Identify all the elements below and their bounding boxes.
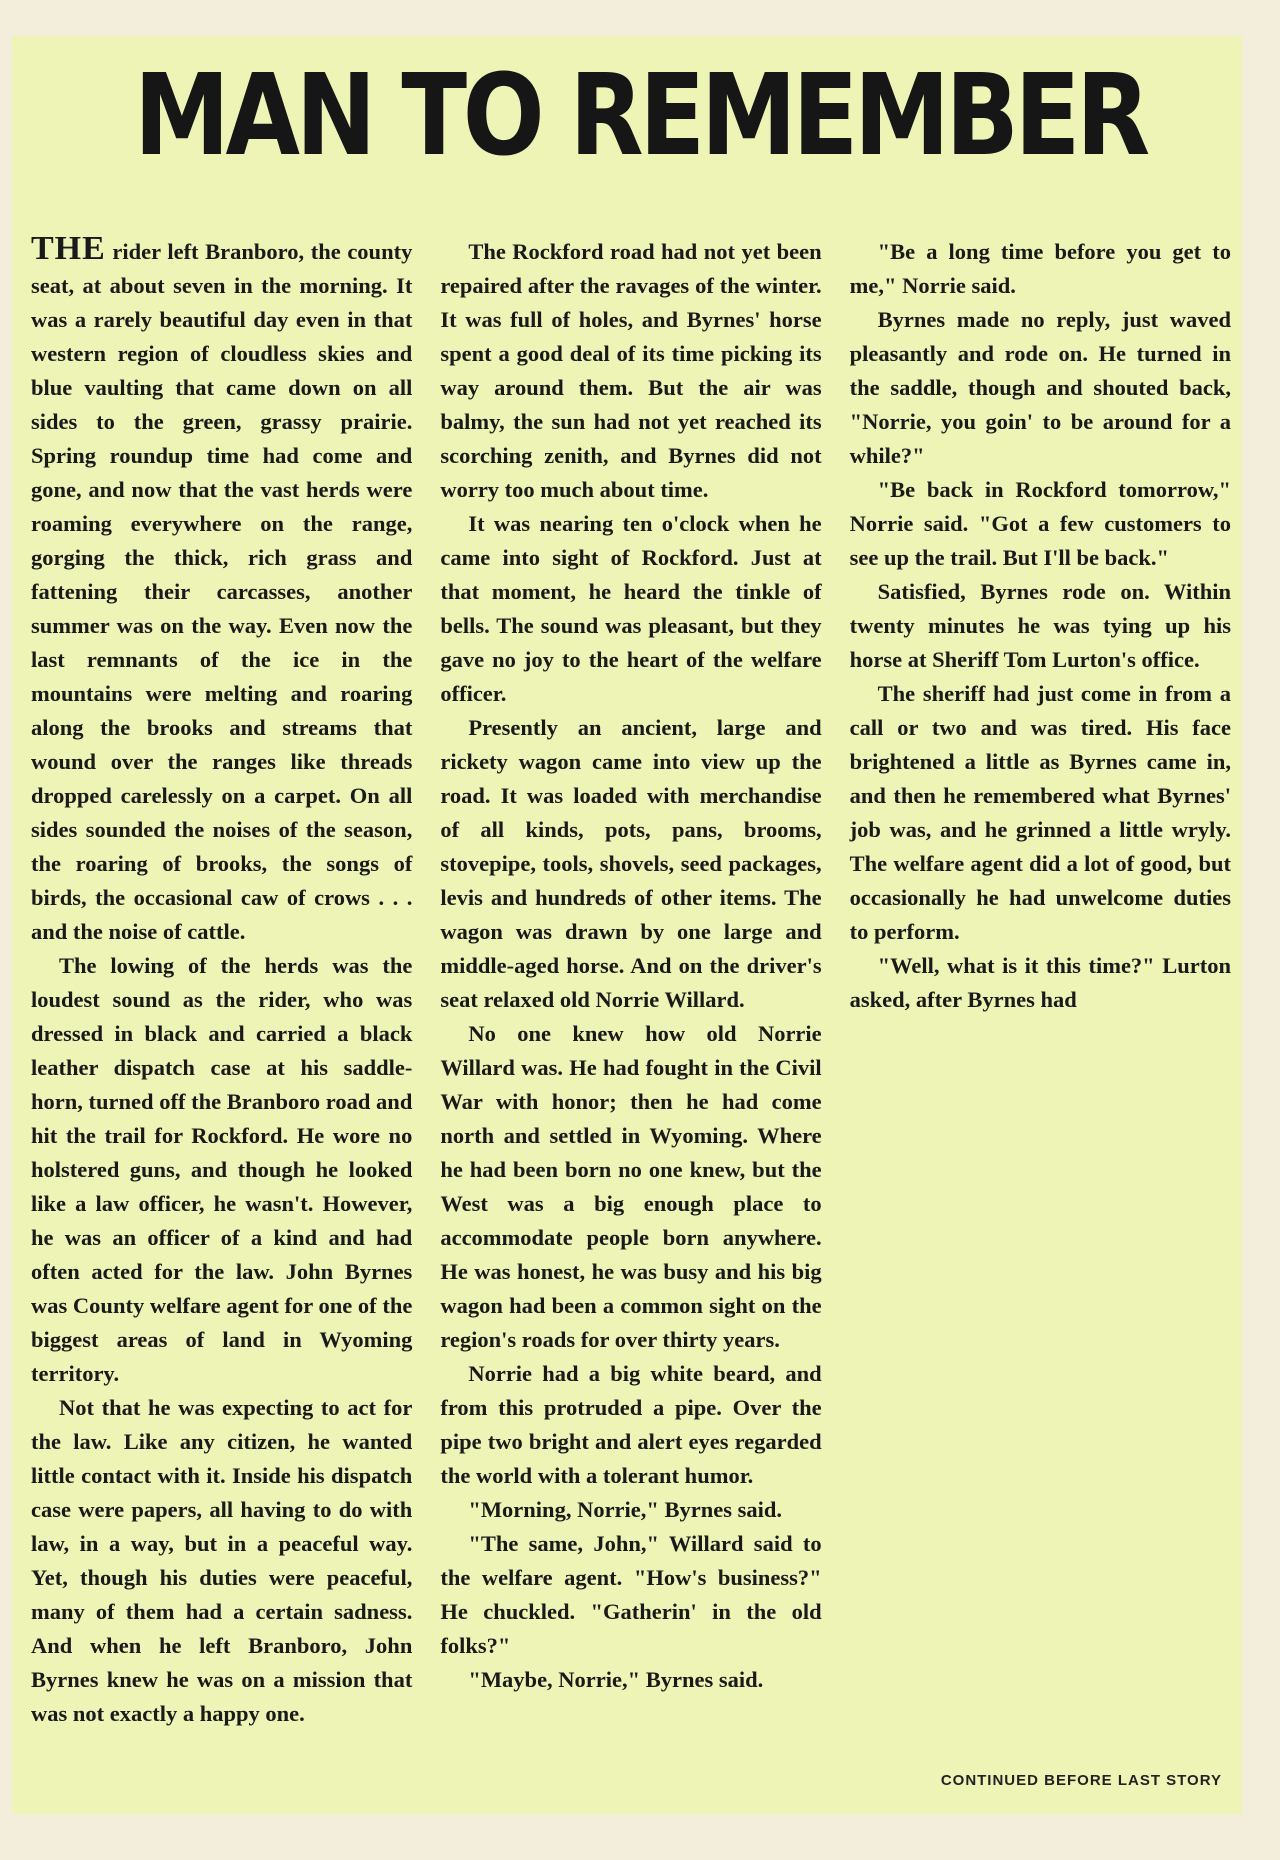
- story-body: [31, 230, 1231, 1760]
- continued-note: CONTINUED BEFORE LAST STORY: [940, 1772, 1222, 1789]
- story-paragraph: It was nearing ten o'clock when he came into sight of Rockford. Just at that moment, he heard the tinkle of bells. The sound was pleasant, but they gave no joy to the heart of the welfare officer.: [440, 511, 822, 706]
- story-paragraph: "Be back in Rockford tomorrow," Norrie said. "Got a few customers to see up the trail. But I'll be back.": [849, 477, 1231, 570]
- story-paragraph: Norrie had a big white beard, and from this protruded a pipe. Over the pipe two bright and alert eyes regarded the world with a tolerant humor.: [440, 1361, 822, 1488]
- story-paragraph: The sheriff had just come in from a call or two and was tired. His face brightened a little as Byrnes came in, and then he remembered what Byrnes' job was, and he grinned a little wryly. The welfare agent did a lot of good, but occasionally he had unwelcome duties to perform.: [849, 681, 1231, 944]
- story-paragraph: Byrnes made no reply, just waved pleasantly and rode on. He turned in the saddle, though and shouted back, "Norrie, you goin' to be around for a while?": [849, 307, 1231, 468]
- story-paragraph: "Morning, Norrie," Byrnes said.: [468, 1497, 783, 1522]
- story-paragraph: The lowing of the herds was the loudest sound as the rider, who was dressed in black and carried a black leather dispatch case at his saddle-horn, turned off the Branboro road and hit the trail for Rockford. He wore no holstered guns, and though he looked like a law officer, he wasn't. However, he was an officer of a kind and had often acted for the law. John Byrnes was County welfare agent for one of the biggest areas of land in Wyoming territory.: [31, 953, 413, 1386]
- story-paragraph: Presently an ancient, large and rickety wagon came into view up the road. It was loaded with merchandise of all kinds, pots, pans, brooms, stovepipe, tools, shovels, seed packages, levis and hundreds of other items. The wagon was drawn by one large and middle-aged horse. And on the driver's seat relaxed old Norrie Willard.: [440, 715, 822, 1012]
- story-paragraph: No one knew how old Norrie Willard was. He had fought in the Civil War with honor; then he had come north and settled in Wyoming. Where he had been born no one knew, but the West was a big enough place to accommodate people born anywhere. He was honest, he was busy and his big wagon had been a common sight on the region's roads for over thirty years.: [440, 1021, 822, 1352]
- story-paragraph: "Maybe, Norrie," Byrnes said.: [468, 1667, 764, 1692]
- drop-cap: THE: [31, 230, 106, 267]
- story-paragraph: The Rockford road had not yet been repaired after the ravages of the winter. It was full of holes, and Byrnes' horse spent a good deal of its time picking its way around them. But the air was balmy, the sun had not yet reached its scorching zenith, and Byrnes did not worry too much about time.: [440, 239, 822, 502]
- story-paragraph: "The same, John," Willard said to the welfare agent. "How's business?" He chuckled. "Gatherin' in the old folks?": [440, 1531, 822, 1658]
- story-title: MAN TO REMEMBER: [133, 51, 1147, 181]
- story-paragraph-1-text: rider left Branboro, the county seat, at about seven in the morning. It was a rarely beautiful day even in that western region of cloudless skies and blue vaulting that came down on all sides to the green, grassy prairie. Spring roundup time had come and gone, and now that the vast herds were roaming everywhere on the range, gorging the thick, rich grass and fattening their carcasses, another summer was on the way. Even now the last remnants of the ice in the mountains were melting and roaring along the brooks and streams that wound over the ranges like threads dropped carelessly on a carpet. On all sides sounded the noises of the season, the roaring of brooks, the songs of birds, the occasional caw of crows . . . and the noise of cattle.: [31, 239, 413, 944]
- story-paragraph: Satisfied, Byrnes rode on. Within twenty minutes he was tying up his horse at Sheriff Tom Lurton's office.: [849, 579, 1231, 672]
- story-paragraph: "Be a long time before you get to me," Norrie said.: [849, 239, 1231, 298]
- story-paragraph-1: [31, 230, 413, 949]
- story-paragraph: Not that he was expecting to act for the law. Like any citizen, he wanted little contact with it. Inside his dispatch case were papers, all having to do with law, in a way, but in a peaceful way. Yet, though his duties were peaceful, many of them had a certain sadness. And when he left Branboro, John Byrnes knew he was on a mission that was not exactly a happy one.: [31, 1395, 413, 1726]
- story-paragraph: "Well, what is it this time?" Lurton asked, after Byrnes had: [849, 953, 1231, 1012]
